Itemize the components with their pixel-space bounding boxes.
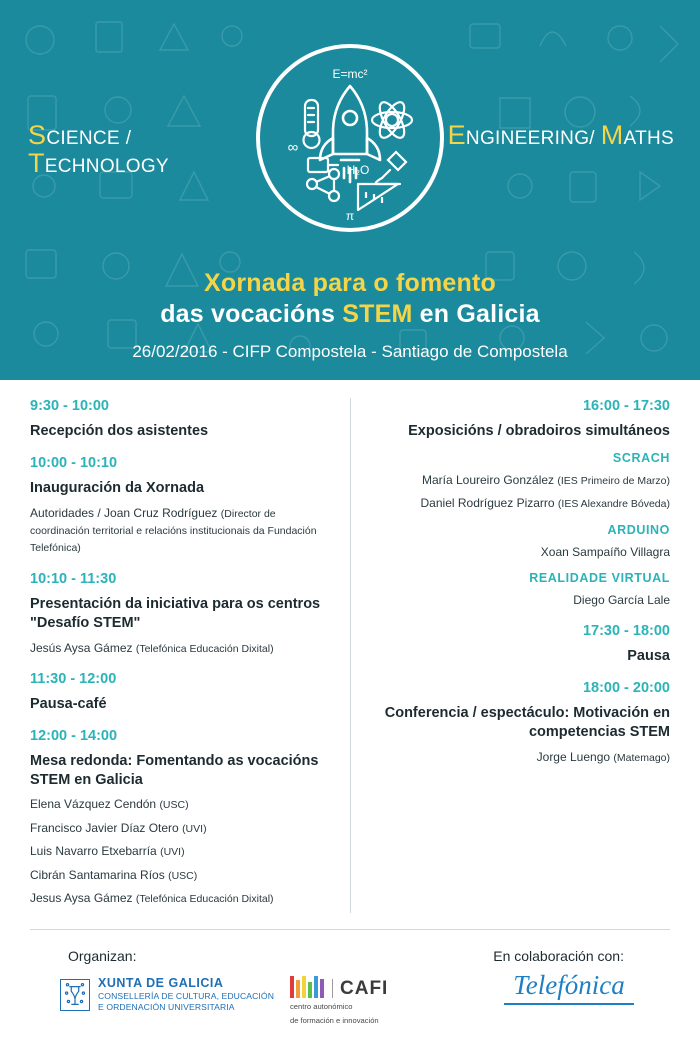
agenda-section bbox=[0, 380, 700, 913]
poster-footer bbox=[0, 930, 700, 1040]
agenda-speaker-note: (UVI) bbox=[160, 846, 185, 859]
telefonica-logo bbox=[504, 972, 634, 1005]
acronym-separator-1: / bbox=[125, 128, 132, 149]
poster-subtitle: 26/02/2016 - CIFP Compostela - Santiago de Compostela bbox=[132, 342, 568, 361]
agenda-speaker bbox=[30, 843, 328, 860]
acronym-right bbox=[424, 122, 674, 150]
organizers-label: Organizan: bbox=[68, 948, 137, 965]
agenda-time: 18:00 - 20:00 bbox=[582, 680, 670, 697]
xunta-shield-icon bbox=[60, 979, 90, 1011]
agenda-speaker-note: (Matemago) bbox=[613, 751, 670, 764]
agenda-speaker bbox=[30, 640, 328, 657]
agenda-speaker bbox=[373, 544, 670, 561]
agenda-item-title: Pausa-café bbox=[30, 695, 107, 712]
emblem-svg bbox=[246, 34, 454, 242]
agenda-speaker bbox=[30, 820, 328, 837]
acronym-rest-engineering: NGINEERING bbox=[465, 128, 590, 149]
agenda-time: 11:30 - 12:00 bbox=[30, 670, 117, 687]
cafi-wordmark: CAFI bbox=[332, 979, 388, 998]
agenda-speaker-name: Luis Navarro Etxebarría bbox=[30, 844, 157, 859]
agenda-time: 10:00 - 10:10 bbox=[30, 454, 118, 471]
agenda-section-label: REALIDADE VIRTUAL bbox=[529, 571, 670, 586]
agenda-speaker bbox=[373, 749, 670, 766]
poster-title-line-1: Xornada para o fomento bbox=[204, 269, 496, 297]
agenda-speaker-name: María Loureiro González bbox=[421, 472, 555, 487]
acronym-cap-e: E bbox=[447, 120, 466, 150]
agenda-speaker-note: (IES Primeiro de Marzo) bbox=[557, 474, 670, 487]
stem-emblem bbox=[246, 34, 454, 242]
agenda-item-title: Conferencia / espectáculo: Motivación en competencias STEM bbox=[384, 705, 670, 741]
poster-header bbox=[0, 0, 700, 380]
agenda-time: 10:10 - 11:30 bbox=[30, 570, 117, 587]
agenda-speaker-name: Jorge Luengo bbox=[536, 749, 611, 764]
xunta-de-galicia-logo bbox=[60, 976, 274, 1012]
chalice-icon bbox=[61, 980, 89, 1010]
agenda-speaker-note: (Director de coordinación territorial e relacións institucionais da Fundación Telefónica) bbox=[30, 507, 317, 555]
agenda-speaker bbox=[30, 505, 328, 557]
xunta-subtitle-2: E ORDENACIÓN UNIVERSITARIA bbox=[98, 1002, 235, 1013]
svg-text:H₂O: H₂O bbox=[346, 163, 370, 177]
agenda-speaker bbox=[30, 796, 328, 813]
agenda-column-afternoon bbox=[350, 398, 670, 913]
poster-title-line-2-b: STEM bbox=[342, 300, 413, 329]
agenda-columns bbox=[0, 398, 700, 913]
cafi-bars-icon bbox=[290, 976, 326, 998]
acronym-cap-m: M bbox=[600, 120, 624, 150]
cafi-subtitle-1: centro autonómico bbox=[290, 1002, 353, 1012]
agenda-item-title: Exposicións / obradoiros simultáneos bbox=[408, 423, 670, 439]
svg-text:E=mc²: E=mc² bbox=[332, 67, 368, 81]
cafi-subtitle-2: de formación e innovación bbox=[290, 1016, 379, 1026]
acronym-cap-t: T bbox=[28, 148, 45, 178]
acronym-rest-technology: ECHNOLOGY bbox=[44, 156, 169, 177]
acronym-rest-science: CIENCE bbox=[46, 128, 120, 149]
agenda-speaker-name: Autoridades / Joan Cruz Rodríguez bbox=[30, 505, 218, 520]
agenda-speaker-name: Elena Vázquez Cendón bbox=[30, 797, 157, 812]
poster-title-line-2-c: en Galicia bbox=[419, 300, 540, 329]
agenda-item-title: Recepción dos asistentes bbox=[30, 423, 209, 439]
poster-title-line-2-a: das vocacións bbox=[160, 300, 336, 329]
collaboration-label: En colaboración con: bbox=[493, 948, 624, 965]
agenda-item-title: Inauguración da Xornada bbox=[30, 479, 205, 496]
agenda-speaker bbox=[30, 890, 328, 907]
agenda-item-title: Pausa bbox=[627, 648, 670, 665]
xunta-text bbox=[98, 976, 274, 1012]
acronym-cap-s: S bbox=[28, 120, 47, 150]
agenda-speaker bbox=[30, 867, 328, 884]
agenda-column-morning bbox=[30, 398, 350, 913]
agenda-speaker-name: Xoan Sampaíño Villagra bbox=[540, 544, 670, 559]
agenda-speaker-note: (UVI) bbox=[182, 822, 207, 835]
agenda-speaker-name: Cibrán Santamarina Ríos bbox=[30, 867, 165, 882]
agenda-speaker-note: (USC) bbox=[159, 799, 189, 812]
agenda-time: 16:00 - 17:30 bbox=[582, 398, 670, 414]
agenda-speaker-name: Diego García Lale bbox=[573, 593, 670, 608]
svg-text:∞: ∞ bbox=[287, 139, 299, 156]
agenda-speaker-name: Daniel Rodríguez Pizarro bbox=[420, 496, 555, 511]
agenda-section-label: ARDUINO bbox=[607, 522, 670, 537]
telefonica-wordmark: Telefónica bbox=[513, 970, 625, 1001]
agenda-speaker bbox=[373, 495, 670, 512]
cafi-logo bbox=[290, 974, 388, 1026]
agenda-item-title: Presentación da iniciativa para os centros "Desafío STEM" bbox=[30, 595, 321, 631]
agenda-time: 9:30 - 10:00 bbox=[30, 398, 109, 414]
telefonica-underline bbox=[504, 1003, 634, 1005]
acronym-left bbox=[28, 122, 258, 178]
agenda-speaker-name: Jesús Aysa Gámez bbox=[30, 640, 133, 655]
acronym-rest-maths: ATHS bbox=[623, 128, 674, 149]
agenda-time: 17:30 - 18:00 bbox=[582, 623, 670, 640]
poster-title-line-2 bbox=[0, 299, 700, 330]
xunta-title: XUNTA DE GALICIA bbox=[98, 976, 224, 991]
agenda-speaker-note: (IES Alexandre Bóveda) bbox=[557, 498, 670, 511]
acronym-separator-2: / bbox=[589, 128, 595, 149]
agenda-speaker bbox=[373, 592, 670, 609]
cafi-logo-top bbox=[290, 974, 388, 998]
agenda-speaker-name: Francisco Javier Díaz Otero bbox=[30, 820, 179, 835]
agenda-speaker-name: Jesus Aysa Gámez bbox=[30, 891, 136, 906]
agenda-speaker-note: (Telefónica Educación Dixital) bbox=[135, 893, 274, 906]
poster-title-block bbox=[0, 268, 700, 331]
xunta-subtitle-1: CONSELLERÍA DE CULTURA, EDUCACIÓN bbox=[98, 991, 275, 1002]
agenda-time: 12:00 - 14:00 bbox=[30, 727, 118, 744]
agenda-item-title: Mesa redonda: Fomentando as vocacións STEM en Galicia bbox=[30, 752, 319, 788]
agenda-speaker-note: (USC) bbox=[168, 869, 198, 882]
agenda-section-label: SCRACH bbox=[612, 450, 670, 465]
agenda-speaker-note: (Telefónica Educación Dixital) bbox=[135, 642, 274, 655]
svg-text:π: π bbox=[345, 209, 355, 223]
agenda-speaker bbox=[373, 472, 670, 489]
